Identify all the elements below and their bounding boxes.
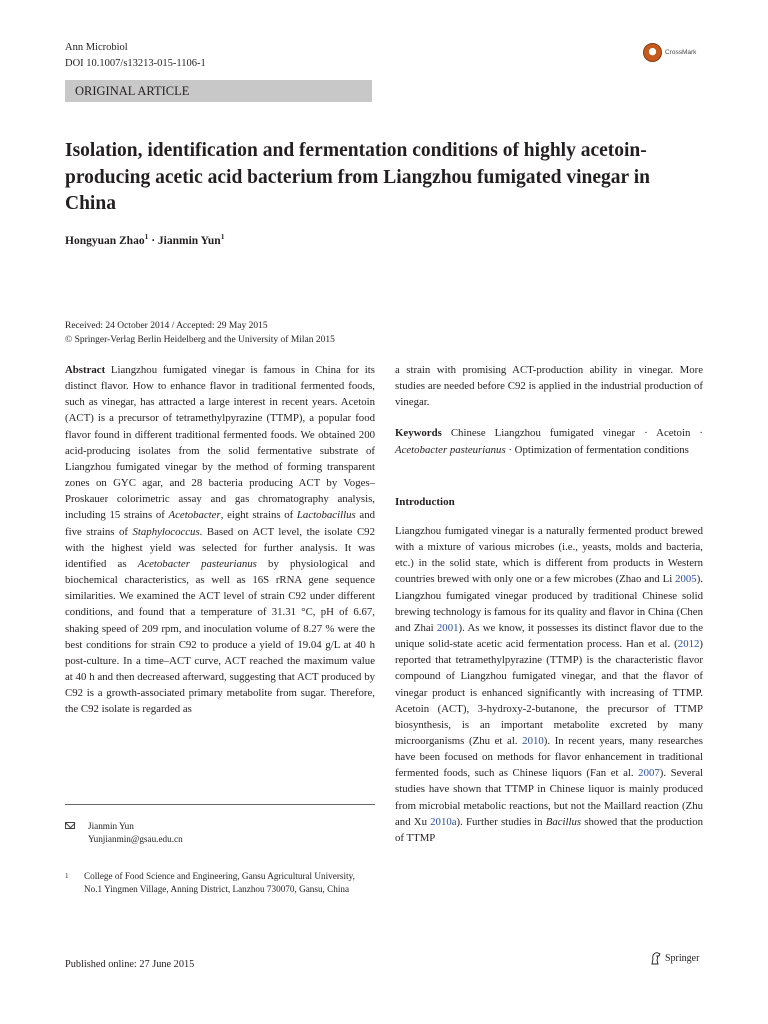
- keywords-text: Chinese Liangzhou fumigated vinegar · Acetoin ·: [450, 427, 703, 440]
- keywords-text: · Optimization of fermentation conditions: [505, 443, 689, 456]
- author-affiliation-mark: 1: [144, 232, 149, 241]
- abstract-text: . Based on ACT level, the isolate C92 with the highest yield was selected for further analysis. It was identified as: [65, 525, 375, 570]
- citation-link[interactable]: 2012: [677, 638, 700, 651]
- contact-email[interactable]: Yunjianmin@gsau.edu.cn: [88, 834, 183, 844]
- article-dates: [65, 320, 335, 347]
- article-type-band: ORIGINAL ARTICLE: [65, 80, 372, 102]
- author-affiliation-mark: 1: [220, 232, 225, 241]
- affiliation: College of Food Science and Engineering, Gansu Agricultural University, No.1 Yingmen Village, Anning District, Lanzhou 730070, Gansu, China: [84, 871, 355, 894]
- citation-link[interactable]: 2010: [522, 734, 544, 747]
- crossmark-label: CrossMark: [665, 49, 697, 56]
- abstract-text: by physiological and biochemical characteristics, as well as 16S rRNA gene sequence similarities. We examined the ACT level of strain C92 under different conditions, and found that a temperature of 31.31 °C, pH of 6.67, shaking speed of 209 rpm, and inoculation volume of 8.27 % were the best conditions for strain C92 to produce a yield of 19.04 g/L at 40 h post-culture. In a time–ACT curve, ACT reached the maximum value at 40 h and then decreased afterward, suggesting that ACT produced by C92 is a growth-associated primary metabolite from sugar. Therefore, the C92 isolate is regarded as: [65, 557, 375, 716]
- intro-genus: Bacillus: [545, 815, 582, 828]
- intro-text: ) reported that tetramethylpyrazine (TTMP) is the characteristic flavor compound of Liangzhou fumigated vinegar, and that the flavor of vinegar product is enhanced significantly with increasing of TTMP. Acetoin (ACT), 3-hydroxy-2-butanone, the precursor of TTMP biosynthesis, is an important metabolite excreted by many microorganisms (Zhu et al.: [395, 638, 703, 747]
- envelope-icon-wrap: [65, 820, 75, 833]
- journal-name: Ann Microbiol: [65, 42, 128, 53]
- abstract-label: Abstract: [65, 364, 106, 376]
- published-date: Published online: 27 June 2015: [65, 959, 195, 970]
- intro-text: ). Several studies have shown that TTMP in Chinese liquor is mainly produced from microbial metabolic reactions, but not the Maillard reaction (Zhu and Xu: [395, 767, 703, 828]
- intro-text: Liangzhou fumigated vinegar is a naturally fermented product brewed with a mixture of various microbes (i.e., yeasts, molds and bacteria, etc.) in the solid state, which is different from products in Western countries brewed with only one or a few microbes (Zhao and Li: [395, 524, 703, 586]
- abstract-genus: Acetobacter: [168, 509, 221, 522]
- crossmark-icon: [643, 43, 662, 62]
- abstract-genus: Staphylococcus: [132, 525, 200, 538]
- right-column: [395, 362, 703, 846]
- introduction-heading: Introduction: [395, 495, 455, 508]
- crossmark-link[interactable]: [643, 43, 696, 62]
- author-list: [65, 232, 224, 247]
- keywords-label: Keywords: [395, 427, 442, 440]
- intro-text: ). In recent years, many researches have been focused on methods for flavor enhancement in traditional fermented foods, such as Chinese liquors (Fan et al.: [395, 734, 703, 780]
- citation-link[interactable]: 2005: [675, 573, 697, 586]
- abstract-text: , eight strains of: [220, 509, 297, 522]
- citation-link[interactable]: 2001: [436, 621, 459, 634]
- abstract-text: Liangzhou fumigated vinegar is famous in China for its distinct flavor. How to enhance flavor in traditional fermented foods, such as vinegar, has attracted a large interest in recent years. Acetoin (ACT) is a precursor of tetramethylpyrazine (TTMP), a popular food flavor found in different traditional fermented foods. We obtained 200 acid-producing isolates from the solid fermentative substrate of Liangzhou fumigated vinegar by the method of forming transparent zones on GYC agar, and 28 bacteria producing ACT by Voges–Proskauer colorimetric assay and gas chromatography analysis, including 15 strains of: [65, 364, 375, 522]
- intro-text: ). As we know, it possesses its distinct flavor due to the unique solid-state acetic acid fermentation process. Han et al. (: [395, 621, 703, 651]
- envelope-icon: [65, 822, 75, 829]
- doi[interactable]: DOI 10.1007/s13213-015-1106-1: [65, 58, 206, 69]
- citation-link[interactable]: 2010a: [430, 815, 457, 828]
- publisher-name: Springer: [665, 953, 700, 964]
- received-accepted: Received: 24 October 2014 / Accepted: 29 May 2015: [65, 321, 268, 331]
- keywords: [395, 425, 703, 457]
- author-separator: ·: [148, 234, 158, 247]
- publisher-logo: [650, 952, 699, 965]
- intro-text: showed that the production of TTMP: [395, 815, 703, 844]
- author-name[interactable]: Hongyuan Zhao: [65, 234, 145, 247]
- abstract-species: Acetobacter pasteurianus: [137, 557, 257, 570]
- paper-title: Isolation, identification and fermentation conditions of highly acetoin-producing acetic acid bacterium from Liangzhou fumigated vinegar in China: [65, 140, 650, 214]
- intro-text: ). Liangzhou fumigated vinegar produced by traditional Chinese solid brewing technology is famous for its quality and flavor in China (Chen and Zhai: [395, 573, 703, 634]
- journal-header: [65, 40, 206, 72]
- intro-text: ). Further studies in: [456, 815, 546, 828]
- abstract-genus: Lactobacillus: [296, 509, 356, 522]
- introduction-paragraph: [395, 523, 703, 846]
- keywords-species: Acetobacter pasteurianus: [395, 443, 506, 456]
- abstract-text: and five strains of: [65, 509, 375, 538]
- abstract-continued: a strain with promising ACT-production ability in vinegar. More studies are needed before C92 is applied in the industrial production of vinegar.: [395, 364, 703, 409]
- author-name[interactable]: Jianmin Yun: [157, 234, 221, 247]
- citation-link[interactable]: 2007: [638, 767, 660, 780]
- contact-name: Jianmin Yun: [88, 821, 134, 831]
- corresponding-author: [88, 820, 183, 846]
- footnote-divider: [65, 804, 375, 805]
- affiliation-number: 1: [65, 872, 69, 880]
- springer-horse-icon: [650, 952, 662, 965]
- abstract: [65, 362, 375, 717]
- copyright-line: © Springer-Verlag Berlin Heidelberg and the University of Milan 2015: [65, 334, 335, 345]
